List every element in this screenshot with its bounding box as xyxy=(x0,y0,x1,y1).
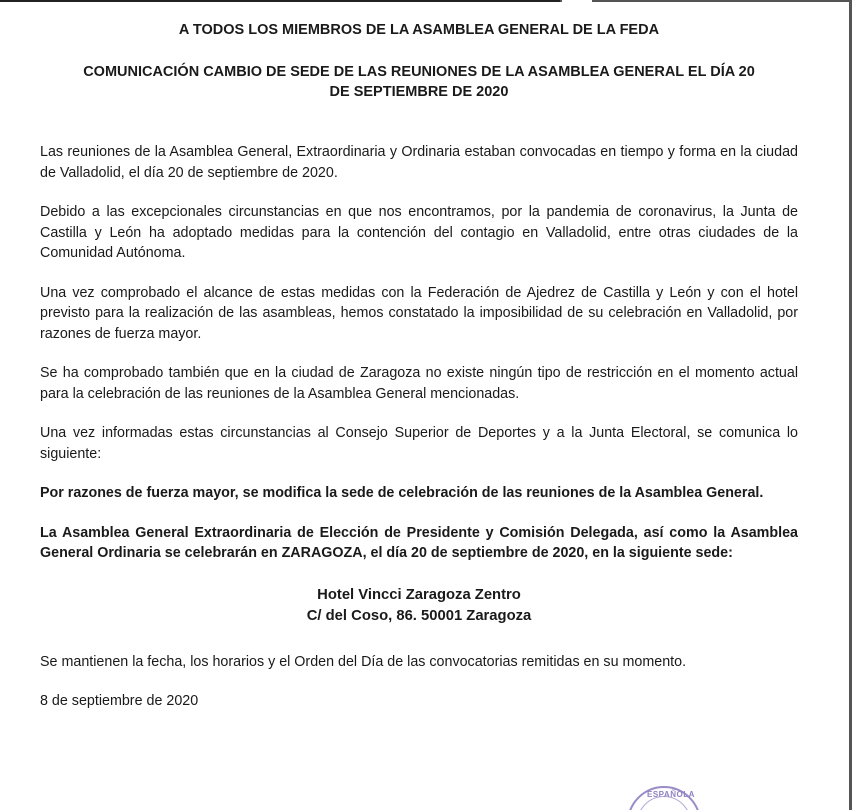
official-stamp xyxy=(627,786,701,810)
paragraph-communication-intro: Una vez informadas estas circunstancias al Consejo Superior de Deportes y a la Junta Electoral, se comunica lo siguiente: xyxy=(40,425,798,462)
paragraph-original-convocation: Las reuniones de la Asamblea General, Extraordinaria y Ordinaria estaban convocadas en tiempo y forma en la ciudad de Valladolid, el día 20 de septiembre de 2020. xyxy=(40,144,798,181)
paragraph-pandemic-measures: Debido a las excepcionales circunstancias en que nos encontramos, por la pandemia de coronavirus, la Junta de Castilla y León ha adoptado medidas para la contención del contagio en Valladolid, entre otras ciudades de la Comunidad Autónoma. xyxy=(40,204,798,261)
document-heading-recipients: A TODOS LOS MIEMBROS DE LA ASAMBLEA GENERAL DE LA FEDA xyxy=(178,22,660,38)
paragraph-schedule-maintained: Se mantienen la fecha, los horarios y el Orden del Día de las convocatorias remitidas en su momento. xyxy=(40,653,687,670)
document-date: 8 de septiembre de 2020 xyxy=(40,693,199,709)
document-title-line-1: COMUNICACIÓN CAMBIO DE SEDE DE LAS REUNIONES DE LA ASAMBLEA GENERAL EL DÍA 20 xyxy=(83,64,755,80)
paragraph-impossibility: Una vez comprobado el alcance de estas medidas con la Federación de Ajedrez de Castilla y León y con el hotel previsto para la realización de las asambleas, hemos constatado la imposibilidad de su celebración en Valladolid, por razones de fuerza mayor. xyxy=(40,284,798,342)
paragraph-venue-change: Por razones de fuerza mayor, se modifica la sede de celebración de las reuniones de la Asamblea General. xyxy=(40,485,764,501)
venue-block xyxy=(40,585,798,627)
official-stamp-text: ESPAÑOLA xyxy=(647,790,695,799)
venue-address: C/ del Coso, 86. 50001 Zaragoza xyxy=(306,607,532,624)
top-border xyxy=(0,0,852,6)
paragraph-new-venue-announcement: La Asamblea General Extraordinaria de Elección de Presidente y Comisión Delegada, así como la Asamblea General Ordinaria se celebrarán en ZARAGOZA, el día 20 de septiembre de 2020, en la siguiente sede: xyxy=(40,524,798,561)
top-border-dark xyxy=(0,0,560,2)
top-border-gap xyxy=(562,0,592,2)
document-page xyxy=(40,14,798,712)
paragraph-zaragoza-check: Se ha comprobado también que en la ciudad de Zaragoza no existe ningún tipo de restricción en el momento actual para la celebración de las reuniones de la Asamblea General mencionadas. xyxy=(40,365,798,402)
venue-name: Hotel Vincci Zaragoza Zentro xyxy=(317,586,521,603)
document-title-line-2: DE SEPTIEMBRE DE 2020 xyxy=(329,84,509,100)
